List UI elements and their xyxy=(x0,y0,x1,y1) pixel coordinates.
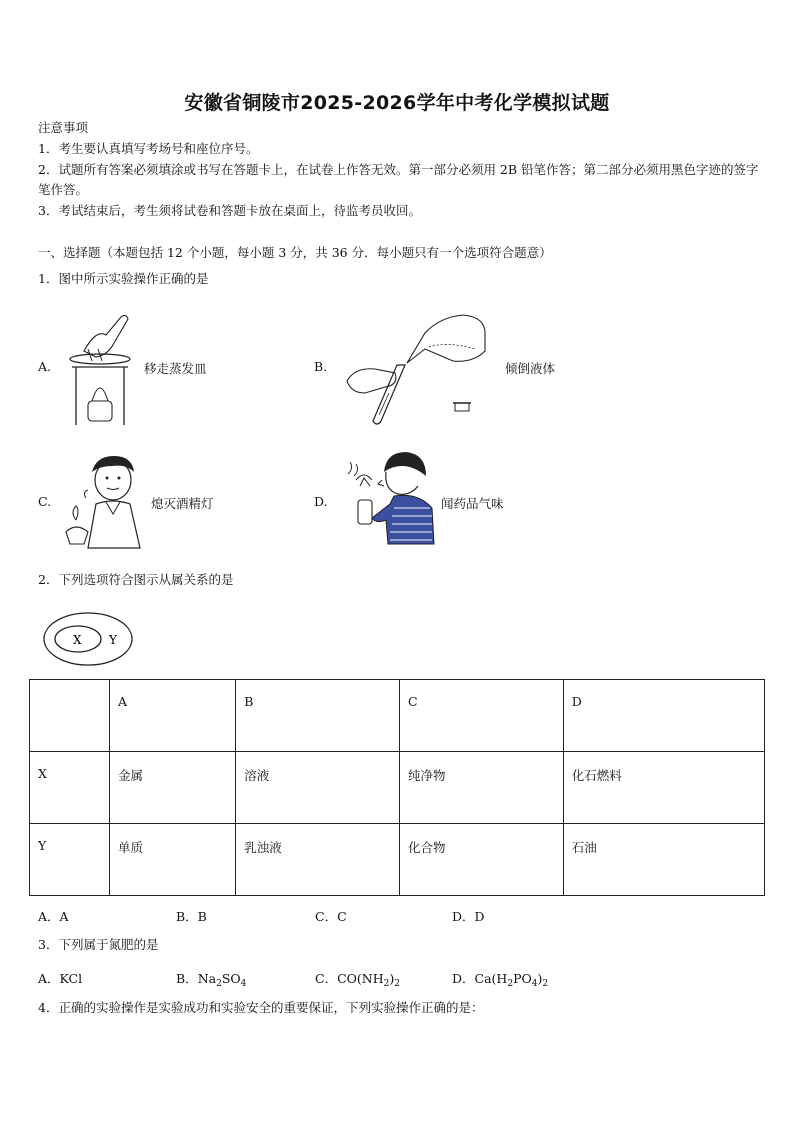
notes-heading: 注意事项 xyxy=(38,120,89,135)
formula-subscript: 2 xyxy=(216,979,222,989)
table-cell: 纯净物 xyxy=(399,752,563,824)
section-heading: 一、选择题（本题包括 12 个小题，每小题 3 分，共 36 分．每小题只有一个选项符合题意） xyxy=(38,245,552,260)
table-cell: 单质 xyxy=(110,824,236,896)
q2-answer-d[interactable]: D．D xyxy=(452,909,485,924)
option-letter: B． xyxy=(176,971,198,986)
q2-answer-a[interactable]: A．A xyxy=(38,909,69,924)
formula-subscript: 2 xyxy=(542,979,549,989)
table-cell: C xyxy=(399,680,563,752)
table-cell: 金属 xyxy=(110,752,236,824)
formula-part: SO xyxy=(221,971,241,986)
table-cell: 化石燃料 xyxy=(563,752,764,824)
pour-liquid-figure xyxy=(345,303,493,429)
table-cell: D xyxy=(563,680,764,752)
subset-diagram xyxy=(42,609,138,669)
table-cell: A xyxy=(110,680,236,752)
q2-table xyxy=(29,679,765,896)
note-2: 2．试题所有答案必须填涂或书写在答题卡上，在试卷上作答无效。第一部分必须用 2B 铅笔作答；第二部分必须用黑色字迹的签字笔作答。 xyxy=(38,162,759,197)
formula-part: ) xyxy=(537,971,543,986)
diagram-label-x: X xyxy=(73,633,82,647)
table-cell: 化合物 xyxy=(399,824,563,896)
table-header-row xyxy=(30,680,765,752)
formula-part: PO xyxy=(513,971,532,986)
option-letter: D． xyxy=(452,971,475,986)
table-cell: 溶液 xyxy=(236,752,400,824)
q1-option-c-label: 熄灭酒精灯 xyxy=(151,496,214,511)
formula-subscript: 2 xyxy=(507,979,514,989)
evaporating-dish-figure xyxy=(66,309,134,427)
q3-option-a[interactable] xyxy=(38,969,82,987)
formula-part: Na xyxy=(197,971,217,986)
formula-subscript: 2 xyxy=(383,979,390,989)
table-cell xyxy=(30,680,110,752)
option-letter: A． xyxy=(38,971,60,986)
extinguish-lamp-figure xyxy=(62,452,148,550)
q3-stem: 3．下列属于氮肥的是 xyxy=(38,937,159,952)
formula-subscript: 2 xyxy=(394,979,400,989)
q3-option-c[interactable] xyxy=(315,969,400,989)
table-cell: B xyxy=(236,680,400,752)
q2-stem: 2．下列选项符合图示从属关系的是 xyxy=(38,572,234,587)
table-row xyxy=(30,752,765,824)
q1-option-c-letter[interactable]: C. xyxy=(38,494,52,509)
table-cell: Y xyxy=(30,824,110,896)
q4-stem: 4．正确的实验操作是实验成功和实验安全的重要保证，下列实验操作正确的是： xyxy=(38,1000,484,1015)
formula-kcl: KCl xyxy=(59,971,83,986)
page-title: 安徽省铜陵市2025-2026学年中考化学模拟试题 xyxy=(184,92,610,114)
table-cell: X xyxy=(30,752,110,824)
formula-subscript: 4 xyxy=(240,979,247,989)
smell-chemical-figure xyxy=(344,450,438,546)
diagram-label-y: Y xyxy=(109,633,117,647)
note-1: 1．考生要认真填写考场号和座位序号。 xyxy=(38,141,259,156)
q3-option-d[interactable] xyxy=(452,969,548,989)
formula-subscript: 4 xyxy=(531,979,538,989)
formula-part: Ca(H xyxy=(474,971,508,986)
note-3: 3．考试结束后，考生须将试卷和答题卡放在桌面上，待监考员收回。 xyxy=(38,203,421,218)
q1-option-d-label: 闻药品气味 xyxy=(441,496,504,511)
q1-option-b-label: 倾倒液体 xyxy=(505,361,556,376)
q2-answer-b[interactable]: B．B xyxy=(176,909,207,924)
q2-answer-c[interactable]: C．C xyxy=(315,909,347,924)
q1-stem: 1．图中所示实验操作正确的是 xyxy=(38,271,209,286)
table-cell: 石油 xyxy=(563,824,764,896)
q1-option-b-letter[interactable]: B. xyxy=(314,359,328,374)
table-cell: 乳浊液 xyxy=(236,824,400,896)
q1-option-a-label: 移走蒸发皿 xyxy=(144,361,207,376)
formula-part: CO(NH xyxy=(337,971,384,986)
formula-part: ) xyxy=(389,971,395,986)
table-row xyxy=(30,824,765,896)
q3-option-b[interactable] xyxy=(176,969,246,989)
option-letter: C． xyxy=(315,971,338,986)
q1-option-d-letter[interactable]: D. xyxy=(314,494,328,509)
q1-option-a-letter[interactable]: A. xyxy=(38,359,52,374)
